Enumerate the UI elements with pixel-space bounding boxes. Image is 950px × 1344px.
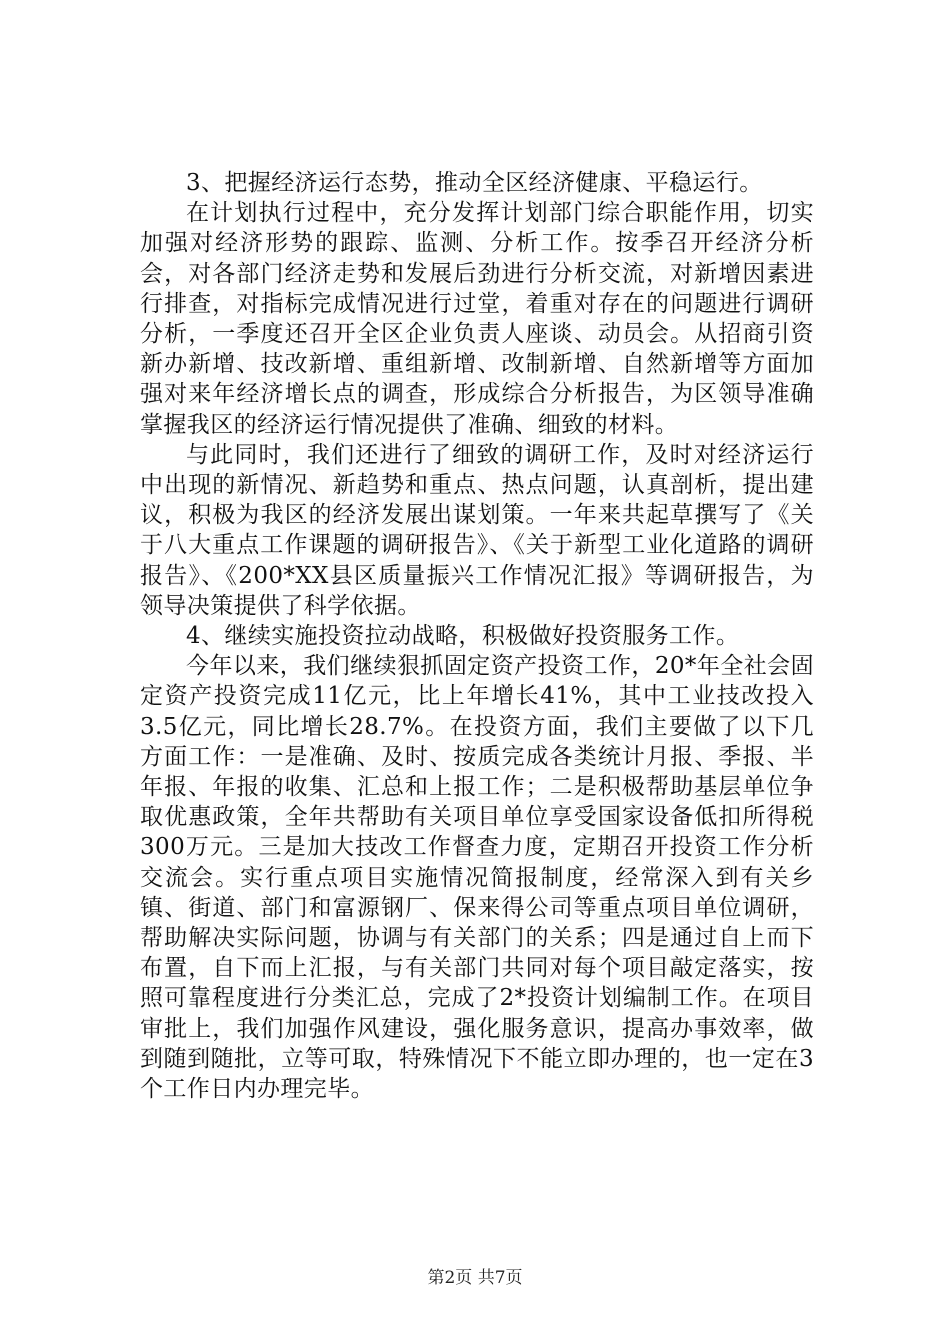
- document-body: [140, 168, 814, 1104]
- paragraph-economic-analysis: 在计划执行过程中，充分发挥计划部门综合职能作用，切实加强对经济形势的跟踪、监测、分析工作。按季召开经济分析会，对各部门经济走势和发展后劲进行分析交流，对新增因素进行排查，对指标完成情况进行过堂，着重对存在的问题进行调研分析，一季度还召开全区企业负责人座谈、动员会。从招商引资新办新增、技改新增、重组新增、改制新增、自然新增等方面加强对来年经济增长点的调查，形成综合分析报告，为区领导准确掌握我区的经济运行情况提供了准确、细致的材料。: [140, 200, 814, 438]
- section-heading-4: 4、继续实施投资拉动战略，积极做好投资服务工作。: [186, 623, 740, 650]
- page-number-footer: 第2页 共7页: [427, 1268, 523, 1288]
- paragraph-research-work: 与此同时，我们还进行了细致的调研工作，及时对经济运行中出现的新情况、新趋势和重点、热点问题，认真剖析，提出建议，积极为我区的经济发展出谋划策。一年来共起草撰写了《关于八大重点工作课题的调研报告》、《关于新型工业化道路的调研报告》、《200*XX县区质量振兴工作情况汇报》等调研报告，为领导决策提供了科学依据。: [140, 441, 814, 619]
- paragraph-investment-work: 今年以来，我们继续狠抓固定资产投资工作，20*年全社会固定资产投资完成11亿元，比上年增长41%，其中工业技改投入3.5亿元，同比增长28.7%。在投资方面，我们主要做了以下几方面工作：一是准确、及时、按质完成各类统计月报、季报、半年报、年报的收集、汇总和上报工作；二是积极帮助基层单位争取优惠政策，全年共帮助有关项目单位享受国家设备低扣所得税300万元。三是加大技改工作督查力度，定期召开投资工作分析交流会。实行重点项目实施情况简报制度，经常深入到有关乡镇、街道、部门和富源钢厂、保来得公司等重点项目单位调研，帮助解决实际问题，协调与有关部门的关系；四是通过自上而下布置，自下而上汇报，与有关部门共同对每个项目敲定落实，按照可靠程度进行分类汇总，完成了2*投资计划编制工作。在项目审批上，我们加强作风建设，强化服务意识，提高办事效率，做到随到随批，立等可取，特殊情况下不能立即办理的，也一定在3个工作日内办理完毕。: [140, 653, 814, 1103]
- section-heading-3: 3、把握经济运行态势，推动全区经济健康、平稳运行。: [186, 170, 763, 196]
